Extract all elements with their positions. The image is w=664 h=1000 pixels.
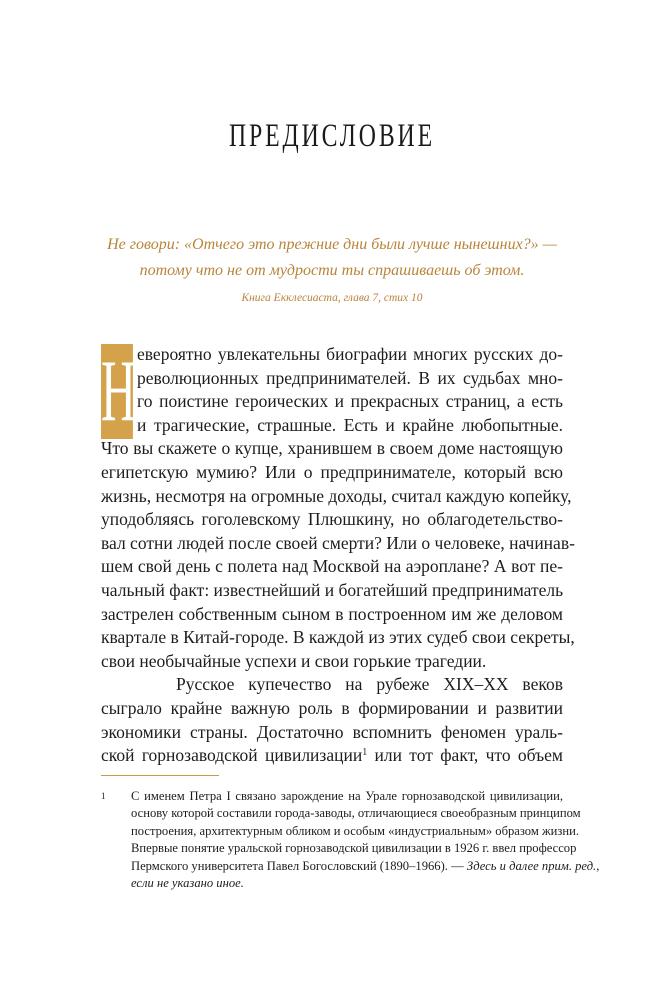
footnote-editor-note: Здесь и далее прим. ред.,: [466, 858, 600, 873]
page-title: ПРЕДИСЛОВИЕ: [229, 118, 435, 154]
body-line: вал сотни людей после своей смерти? Или о человеке, начинав-: [101, 532, 575, 553]
body-line: экономики страны. Достаточно вспомнить феномен ураль-: [101, 721, 563, 742]
body-line: шем свой день с полета над Москвой на аэроплане? А вот пе-: [101, 556, 563, 577]
footnote-divider: [101, 775, 219, 776]
drop-cap: Н: [101, 343, 136, 440]
body-line: го поистине героических и прекрасных страниц, а есть: [137, 391, 563, 412]
body-text: [101, 343, 575, 768]
footnote-line-part: Пермского университета Павел Богословский (1890–1966). —: [131, 858, 467, 873]
body-line: Что вы скажете о купце, хранившем в своем доме настоящую: [101, 438, 563, 459]
body-line: и трагические, страшные. Есть и крайне любопытные.: [137, 414, 563, 435]
body-line: [101, 744, 563, 768]
footnote-mark: 1: [101, 791, 106, 801]
epigraph-line-2: потому что не от мудрости ты спрашиваешь об этом.: [139, 262, 525, 279]
epigraph-line-1: Не говори: «Отчего это прежние дни были лучше нынешних?» —: [107, 236, 557, 253]
footnote-line: построения, архитектурным обликом и особым «индустриальным» образом жизни.: [131, 823, 579, 838]
body-line: жизнь, несмотря на огромные доходы, считал каждую копейку,: [101, 485, 572, 506]
footnote: [101, 788, 600, 892]
body-line-part: или тот факт, что объем: [374, 745, 564, 766]
footnote-line: если не указано иное.: [131, 876, 244, 891]
body-line: евероятно увлекательны биографии многих русских до-: [137, 344, 563, 364]
epigraph-source: Книга Екклесиаста, глава 7, стих 10: [241, 292, 423, 304]
footnote-text: [131, 788, 600, 892]
body-line: свои необычайные успехи и свои горькие трагедии.: [101, 650, 487, 671]
epigraph: [60, 232, 604, 308]
body-line: чальный факт: известнейший и богатейший предприниматель: [101, 579, 564, 600]
footnote-reference[interactable]: 1: [362, 747, 368, 759]
body-line: египетскую мумию? Или о предпринимателе, который всю: [101, 461, 563, 482]
body-line: сыграло крайне важную роль в формировании и развитии: [101, 697, 563, 718]
footnote-line: основу которой составили города-заводы, отличающиеся своеобразным принципом: [131, 806, 581, 821]
body-line: квартале в Китай-городе. В каждой из этих судеб свои секреты,: [101, 627, 575, 648]
footnote-line: Впервые понятие уральской горнозаводской цивилизации в 1926 г. ввел профессор: [131, 841, 577, 856]
body-line: застрелен собственным сыном в построенном им же деловом: [101, 603, 563, 624]
body-line-part: ской горнозаводской цивилизации: [101, 745, 363, 766]
body-line: Русское купечество на рубеже XIX–XX веков: [176, 674, 563, 695]
body-line: революционных предпринимателей. В их судьбах мно-: [137, 367, 563, 388]
footnote-line: С именем Петра I связано зарождение на Урале горнозаводской цивилизации,: [131, 789, 563, 803]
footnote-line: [131, 858, 600, 875]
body-line: уподобляясь гоголевскому Плюшкину, но облагодетельство-: [101, 509, 563, 530]
